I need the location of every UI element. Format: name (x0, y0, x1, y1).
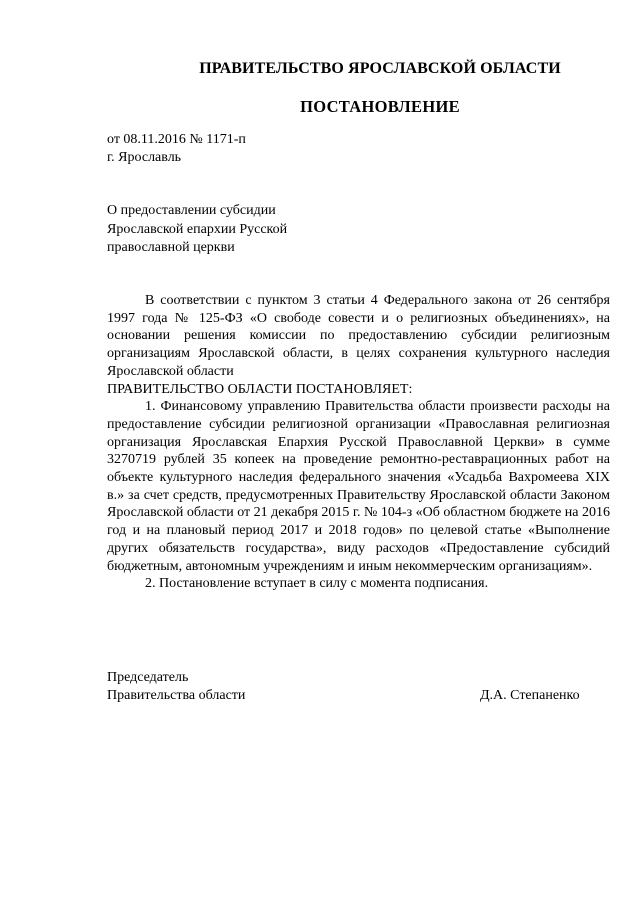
document-subject (107, 202, 287, 258)
subject-line-3: православной церкви (107, 240, 235, 255)
preamble-paragraph: В соответствии с пунктом 3 статьи 4 Федерального закона от 26 сентября 1997 года № 125-ФЗ «О свободе совести и о религиозных объединениях», на основании решения комиссии по предоставлению субсидии религиозным организациям Ярославской области, в целях сохранения культурного наследия Ярославской области (107, 293, 610, 379)
signatory-position-line-2: Правительства области (107, 688, 246, 703)
item-2-paragraph: 2. Постановление вступает в силу с момента подписания. (145, 576, 489, 592)
subject-line-2: Ярославской епархии Русской (107, 221, 288, 237)
signatory-position-line-1: Председатель (107, 670, 189, 685)
document-body (107, 292, 610, 593)
document-type-title: ПОСТАНОВЛЕНИЕ (300, 97, 460, 116)
signatory-position (107, 669, 245, 705)
date-number: от 08.11.2016 № 1171-п (107, 132, 246, 147)
government-title: ПРАВИТЕЛЬСТВО ЯРОСЛАВСКОЙ ОБЛАСТИ (199, 60, 561, 77)
subject-line-1: О предоставлении субсидии (107, 203, 276, 218)
document-meta (107, 131, 246, 167)
city: г. Ярославль (107, 150, 182, 165)
resolution-heading: ПРАВИТЕЛЬСТВО ОБЛАСТИ ПОСТАНОВЛЯЕТ: (107, 381, 413, 397)
signatory-name: Д.А. Степаненко (480, 688, 580, 703)
item-1-paragraph: 1. Финансовому управлению Правительства области произвести расходы на предоставление субсидии религиозной организации «Православная религиозная организация Ярославская Епархия Русской Православной Церкви» в сумме 3270719 рублей 35 копеек на проведение ремонтно-реставрационных работ на объекте культурного наследия федерального значения «Усадьба Вахромеева XIX в.» за счет средств, предусмотренных Правительству Ярославской области Законом Ярославской области от 21 декабря 2015 г. № 104-з «Об областном бюджете на 2016 год и на плановый период 2017 и 2018 годов» по целевой статье «Выполнение других обязательств государства», виду расходов «Предоставление субсидий бюджетным, автономным учреждениям и иным некоммерческим организациям». (107, 399, 610, 574)
